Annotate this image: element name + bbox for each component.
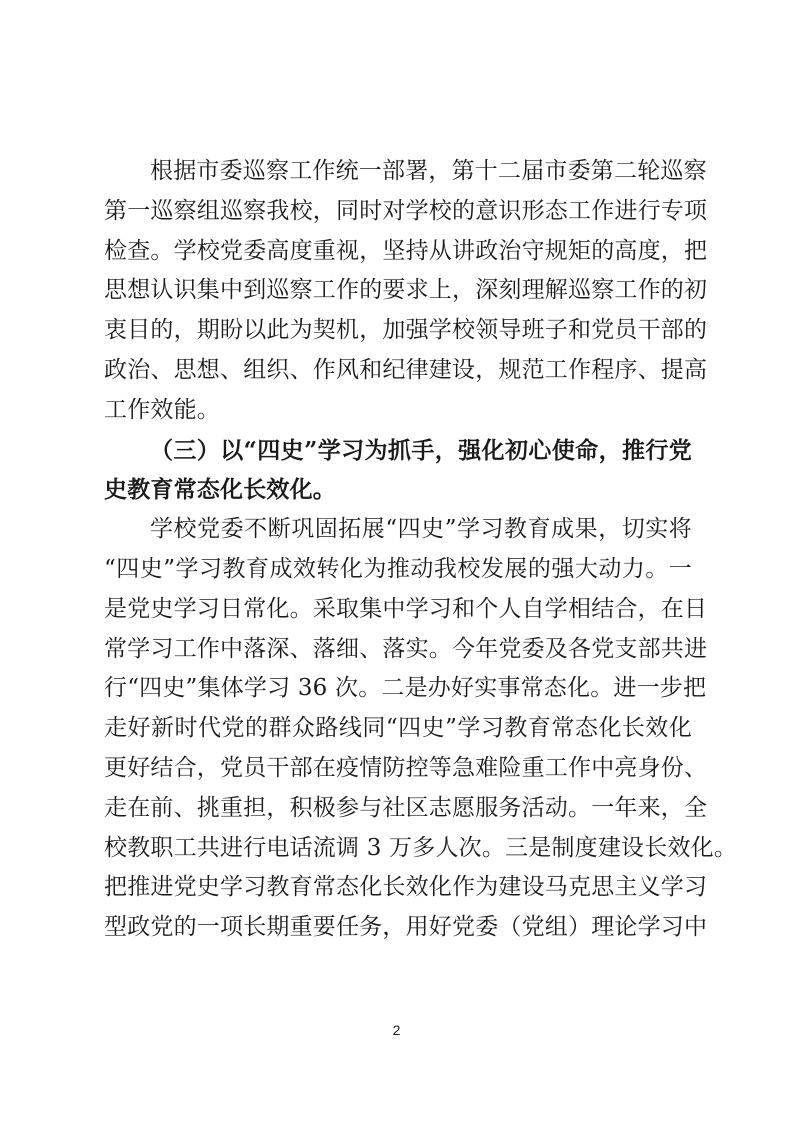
paragraph-inspection (104, 152, 708, 431)
text-line: 第一巡察组巡察我校，同时对学校的意识形态工作进行专项 (104, 197, 708, 224)
text-line: “四史”学习教育成效转化为推动我校发展的强大动力。一 (104, 555, 692, 582)
text-line: 政治、思想、组织、作风和纪律建设，规范工作程序、提高 (104, 356, 708, 383)
document-body (104, 152, 738, 948)
text-line: 走好新时代党的群众路线同“四史”学习教育常态化长效化 (104, 715, 692, 742)
text-line: 更好结合，党员干部在疫情防控等急难险重工作中亮身份、 (104, 754, 708, 781)
text-line: 检查。学校党委高度重视，坚持从讲政治守规矩的高度，把 (104, 237, 708, 264)
section-heading (104, 431, 692, 511)
text-line: 工作效能。 (104, 396, 220, 423)
text-line: 根据市委巡察工作统一部署，第十二届市委第二轮巡察 (150, 158, 707, 184)
text-line: 型政党的一项长期重要任务，用好党委（党组）理论学习中 (104, 914, 708, 941)
paragraph-four-histories (104, 510, 738, 948)
text-line: 行“四史”集体学习 36 次。二是办好实事常态化。进一步把 (104, 675, 707, 702)
heading-line: 史教育常态化长效化。 (104, 476, 336, 504)
text-line: 常学习工作中落深、落细、落实。今年党委及各党支部共进 (104, 635, 708, 662)
text-line: 学校党委不断巩固拓展“四史”学习教育成果，切实将 (150, 516, 692, 543)
text-line: 是党史学习日常化。采取集中学习和个人自学相结合，在日 (104, 595, 708, 622)
heading-line: （三）以“四史”学习为抓手，强化初心使命，推行党 (150, 436, 692, 464)
text-line: 思想认识集中到巡察工作的要求上，深刻理解巡察工作的初 (104, 277, 708, 304)
text-line: 衷目的，期盼以此为契机，加强学校领导班子和党员干部的 (104, 317, 708, 344)
text-line: 走在前、挑重担，积极参与社区志愿服务活动。一年来，全 (104, 794, 708, 821)
page-number: 2 (392, 1022, 401, 1038)
text-line: 校教职工共进行电话流调 3 万多人次。三是制度建设长效化。 (104, 834, 738, 861)
text-line: 把推进党史学习教育常态化长效化作为建设马克思主义学习 (104, 874, 708, 901)
